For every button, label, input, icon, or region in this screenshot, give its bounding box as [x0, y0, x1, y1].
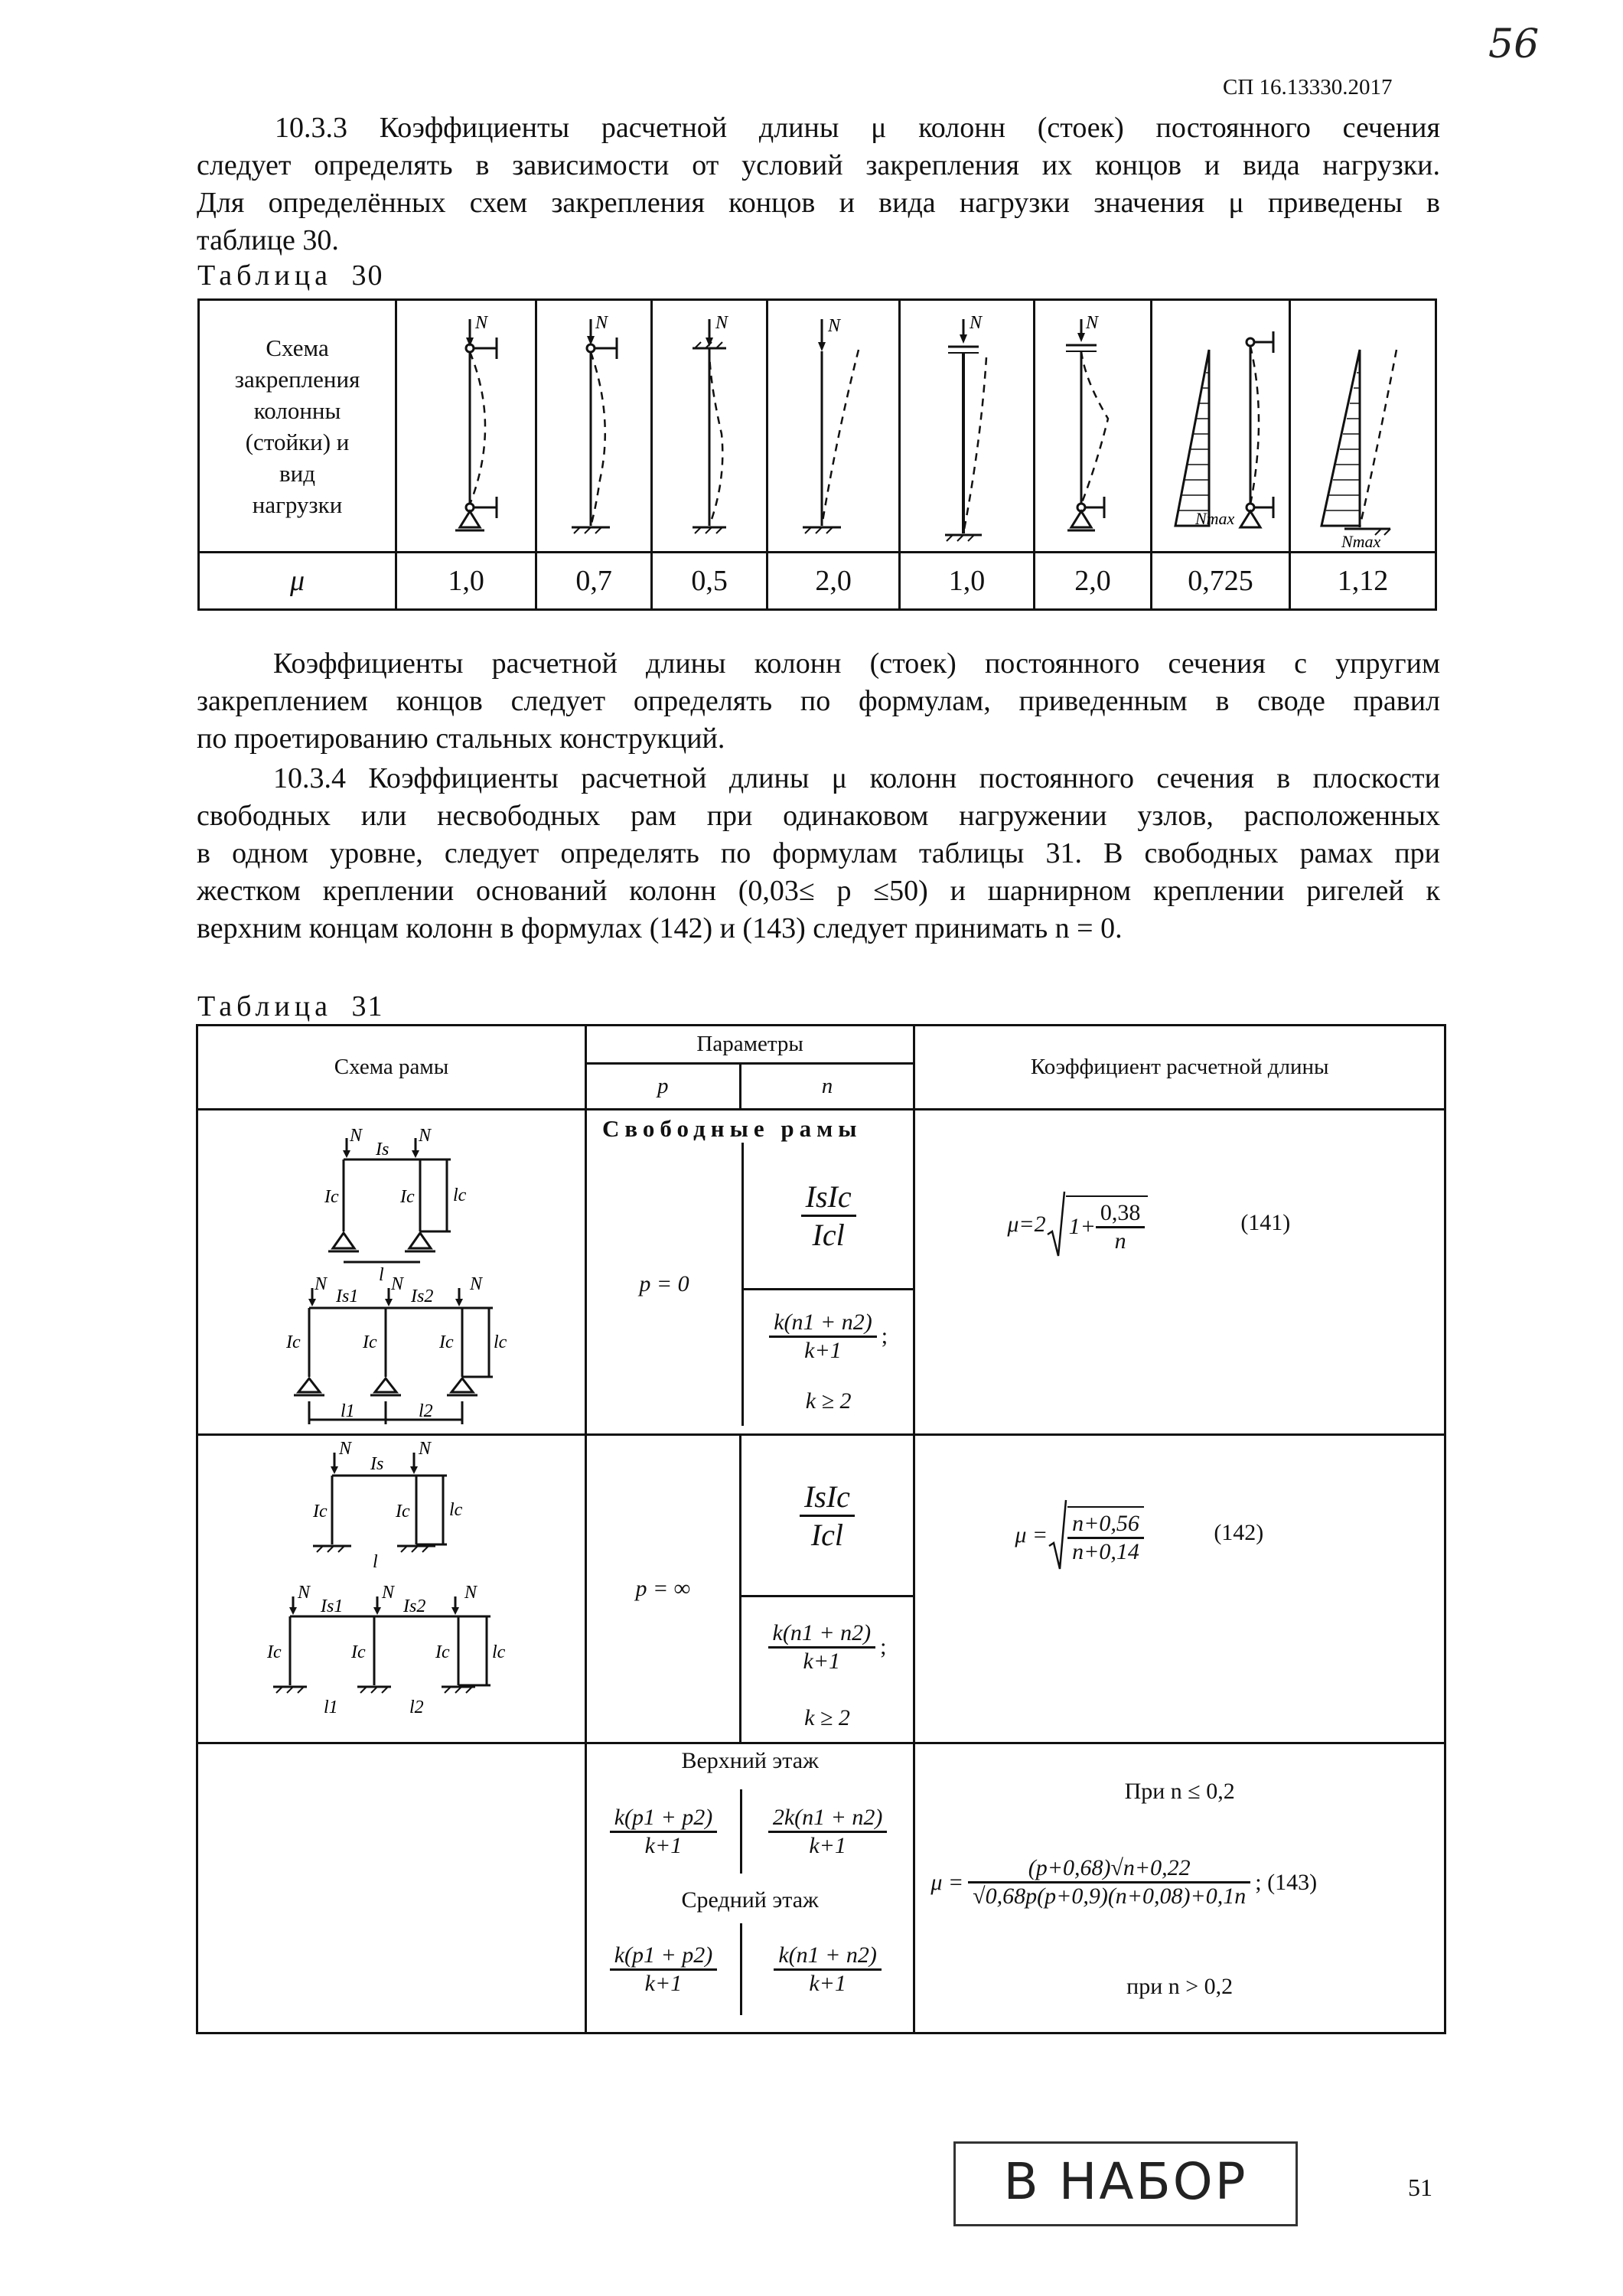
equation-number: (141)	[1240, 1210, 1291, 1235]
stamp-v-nabor: В НАБОР	[953, 2141, 1298, 2226]
formula-prefix: μ =	[930, 1869, 964, 1895]
force-label: N	[828, 315, 841, 336]
beam-label: Is	[376, 1140, 389, 1159]
text-line: свободных или несвободных рам при одинаковом нагружении узлов, расположенных	[197, 800, 1440, 832]
upper-floor-label: Верхний этаж	[681, 1748, 819, 1773]
beam-2-label: Is2	[403, 1596, 426, 1616]
text-line: Для определённых схем закрепления концов и вида нагрузки значения μ приведены в	[197, 187, 1440, 219]
beam-1-label: Is1	[321, 1596, 344, 1616]
scheme-free-fixed	[197, 1435, 586, 1743]
upper-p-den: k+1	[644, 1832, 683, 1858]
height-label: lc	[492, 1642, 506, 1662]
label-line: закрепления	[234, 365, 360, 393]
table-30-caption	[197, 259, 384, 292]
formula-radicand-lead: 1+	[1068, 1214, 1096, 1239]
span-label: l	[379, 1265, 384, 1285]
column-label: Ic	[363, 1332, 377, 1352]
middle-floor-label: Средний этаж	[681, 1887, 819, 1913]
standard-code: СП 16.13330.2017	[1223, 75, 1393, 99]
condition-1: При n ≤ 0,2	[1124, 1779, 1235, 1804]
formula-num: n+0,56	[1067, 1511, 1144, 1539]
max-force-label: Nmax	[1194, 508, 1235, 528]
height-label: lc	[449, 1500, 463, 1520]
sqrt-symbol	[1046, 1190, 1066, 1259]
label-line: Схема	[266, 334, 329, 361]
coefficient-143	[914, 1743, 1445, 2033]
text-line: 10.3.3 Коэффициенты расчетной длины μ колонн (стоек) постоянного сечения	[275, 112, 1440, 144]
beam-label: Is	[370, 1454, 384, 1474]
mu-value: 1,0	[396, 553, 536, 610]
text-line: жестком креплении оснований колонн (0,03≤ p ≤50) и шарнирном креплении ригелей к	[197, 875, 1440, 907]
force-label: N	[314, 1274, 328, 1294]
table-31	[196, 1024, 1446, 2034]
n-values	[740, 1435, 914, 1743]
scheme-fixed-slider	[900, 300, 1035, 553]
n-bottom-num: k(n1 + n2)	[768, 1620, 876, 1649]
middle-n-num: k(n1 + n2)	[774, 1942, 882, 1971]
column-diagram	[653, 304, 766, 549]
mu-value: 2,0	[768, 553, 900, 610]
text-line: 10.3.4 Коэффициенты расчетной длины μ колонн постоянного сечения в плоскости	[273, 762, 1440, 794]
caption-word: Таблица	[197, 259, 333, 292]
formula-den: n	[1114, 1228, 1126, 1254]
span-1-label: l1	[341, 1401, 355, 1421]
k-condition: k ≥ 2	[805, 1388, 852, 1414]
header-scheme: Схема рамы	[197, 1026, 586, 1110]
scheme-distributed-cantilever	[1289, 300, 1436, 553]
label-line: вид	[279, 459, 316, 487]
column-label: Ic	[439, 1332, 454, 1352]
column-diagram	[768, 304, 898, 549]
n-top-num: IsIc	[800, 1479, 855, 1517]
force-label: N	[475, 312, 488, 333]
table-30	[197, 298, 1437, 611]
k-condition: k ≥ 2	[804, 1705, 850, 1730]
column-label: Ic	[267, 1642, 282, 1662]
label-line: колонны	[253, 396, 341, 424]
force-label: N	[419, 1439, 432, 1459]
mu-value: 0,5	[652, 553, 768, 610]
mu-value: 0,725	[1151, 553, 1289, 610]
n-bottom-den: k+1	[803, 1648, 841, 1674]
params-free-pinned	[585, 1110, 914, 1435]
header-coefficient: Коэффициент расчетной длины	[914, 1026, 1445, 1110]
force-label: N	[715, 312, 728, 333]
column-label: Ic	[324, 1187, 339, 1207]
column-diagram	[901, 304, 1032, 549]
upper-n-num: 2k(n1 + n2)	[768, 1805, 888, 1833]
text-line: в одном уровне, следует определять по формулам таблицы 31. В свободных рамах при	[197, 837, 1440, 869]
column-label: Ic	[286, 1332, 301, 1352]
height-label: lc	[453, 1186, 467, 1205]
column-label: Ic	[396, 1502, 410, 1521]
force-label: N	[350, 1126, 363, 1146]
beam-2-label: Is2	[411, 1287, 434, 1306]
column-diagram	[1152, 304, 1289, 549]
column-label: Ic	[435, 1642, 450, 1662]
mu-label-cell: μ	[199, 553, 396, 610]
section-title: Свободные рамы	[601, 1115, 862, 1142]
p-value: p = 0	[587, 1143, 743, 1426]
formula-prefix: μ=2	[1007, 1212, 1046, 1237]
scheme-slider-pinned	[1034, 300, 1151, 553]
header-params: Параметры	[585, 1026, 914, 1064]
paragraph-elastic	[197, 645, 1440, 758]
column-diagram	[397, 304, 535, 549]
n-top-num: IsIc	[801, 1179, 856, 1217]
handwritten-page-number: 56	[1488, 21, 1540, 67]
force-label: N	[382, 1583, 395, 1603]
coefficient-141	[914, 1110, 1445, 1435]
mu-value: 0,7	[536, 553, 652, 610]
text-line: по проетированию стальных конструкций.	[197, 722, 725, 755]
coefficient-142	[914, 1435, 1445, 1743]
section-10-3-3	[197, 109, 1440, 259]
formula-num: (p+0,68)√n+0,22	[968, 1855, 1250, 1883]
column-label: Ic	[400, 1187, 415, 1207]
column-diagram	[1291, 304, 1435, 549]
span-label: l	[373, 1552, 378, 1572]
height-label: lc	[494, 1332, 507, 1352]
force-label: N	[464, 1583, 477, 1603]
force-label: N	[970, 312, 983, 333]
n-top-den: Icl	[812, 1217, 845, 1252]
scheme-empty	[197, 1743, 586, 2033]
n-bottom-den: k+1	[804, 1337, 842, 1363]
table-31-caption	[197, 990, 384, 1023]
params-multistorey	[585, 1743, 914, 2033]
label-line: нагрузки	[252, 491, 343, 518]
upper-p-num: k(p1 + p2)	[610, 1805, 718, 1833]
label-line: (стойки) и	[245, 428, 350, 455]
middle-n-den: k+1	[809, 1970, 846, 1996]
text-line: закреплением концов следует определять по формулам, приведенным в своде правил	[197, 685, 1440, 717]
text-line: следует определять в зависимости от условий закрепления их концов и вида нагрузки.	[197, 149, 1440, 181]
scheme-distributed-pinned	[1151, 300, 1289, 553]
formula-141	[1007, 1190, 1148, 1259]
frame-diagrams	[198, 1436, 581, 1740]
header-p: p	[585, 1064, 740, 1110]
formula-den: n+0,14	[1072, 1538, 1139, 1564]
scheme-pinned-pinned	[396, 300, 536, 553]
span-1-label: l1	[324, 1698, 338, 1717]
mu-value: 1,0	[900, 553, 1035, 610]
condition-2: при n > 0,2	[1126, 1974, 1234, 1999]
caption-number: 30	[351, 259, 384, 292]
n-top-den: Icl	[810, 1517, 844, 1552]
caption-number: 31	[351, 990, 384, 1022]
sqrt-symbol	[1048, 1499, 1067, 1572]
column-label: Ic	[351, 1642, 366, 1662]
span-2-label: l2	[419, 1401, 433, 1421]
text-line: таблице 30.	[197, 224, 339, 256]
formula-143	[930, 1855, 1317, 1910]
formula-prefix: μ =	[1015, 1522, 1048, 1548]
force-label: N	[419, 1126, 432, 1146]
beam-1-label: Is1	[336, 1287, 359, 1306]
span-2-label: l2	[409, 1698, 424, 1717]
frame-diagrams	[198, 1110, 581, 1432]
scheme-label-cell	[199, 300, 396, 553]
text-line: Коэффициенты расчетной длины колонн (стоек) постоянного сечения с упругим	[273, 647, 1440, 680]
scheme-free-pinned	[197, 1110, 586, 1435]
column-diagram	[1035, 304, 1150, 549]
page-number: 51	[1408, 2174, 1432, 2201]
scheme-fixed-fixed	[652, 300, 768, 553]
equation-number: (142)	[1214, 1520, 1264, 1545]
header-n: n	[740, 1064, 914, 1110]
mu-value: 2,0	[1034, 553, 1151, 610]
force-label: N	[470, 1274, 483, 1294]
formula-num: 0,38	[1096, 1200, 1146, 1228]
mu-value: 1,12	[1289, 553, 1436, 610]
formula-suffix: ; (143)	[1255, 1869, 1318, 1895]
caption-word: Таблица	[197, 990, 333, 1022]
scheme-cantilever	[768, 300, 900, 553]
force-label: N	[339, 1439, 352, 1459]
formula-142	[1015, 1499, 1144, 1572]
middle-p-den: k+1	[644, 1970, 683, 1996]
formula-den: √0,68p(p+0,9)(n+0,08)+0,1n	[973, 1883, 1247, 1909]
force-label: N	[1085, 312, 1098, 333]
n-bottom-suffix: ;	[881, 1323, 888, 1349]
force-label: N	[391, 1274, 404, 1294]
middle-p-num: k(p1 + p2)	[610, 1942, 718, 1971]
force-label: N	[298, 1583, 311, 1603]
column-label: Ic	[313, 1502, 328, 1521]
force-label: N	[595, 312, 608, 333]
max-force-label: Nmax	[1341, 531, 1381, 549]
n-bottom-num: k(n1 + n2)	[769, 1309, 877, 1338]
text-line: верхним концам колонн в формулах (142) и (143) следует принимать n = 0.	[197, 912, 1123, 944]
section-10-3-4	[197, 760, 1440, 947]
p-value: p = ∞	[585, 1435, 740, 1743]
column-diagram	[537, 304, 650, 549]
scheme-fixed-pinned	[536, 300, 652, 553]
n-bottom-suffix: ;	[880, 1634, 887, 1659]
upper-n-den: k+1	[809, 1832, 846, 1858]
